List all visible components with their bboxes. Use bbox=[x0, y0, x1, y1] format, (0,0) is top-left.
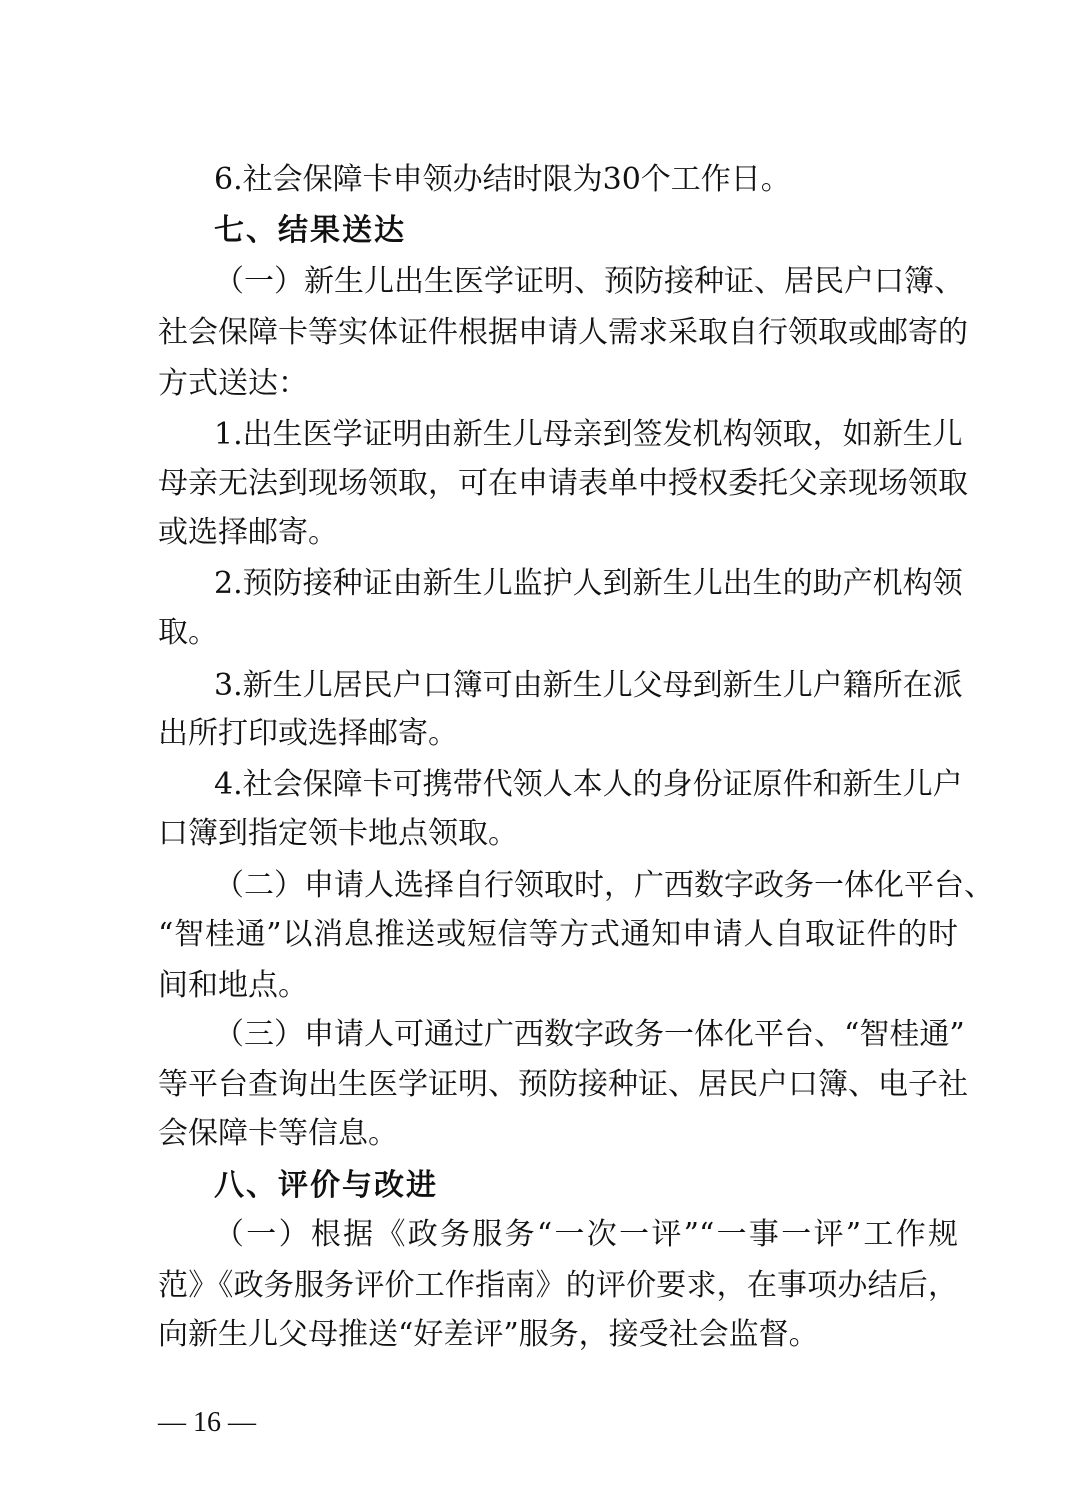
page-number: — 16 — bbox=[158, 1407, 256, 1438]
item-1-line-2: 母亲无法到现场领取，可在申请表单中授权委托父亲现场领取 bbox=[158, 466, 968, 501]
paragraph-7-3-line-2: 等平台查询出生医学证明、预防接种证、居民户口簿、电子社 bbox=[158, 1067, 968, 1102]
item-1-line-3: 或选择邮寄。 bbox=[158, 515, 338, 550]
item-4-line-1: 4.社会保障卡可携带代领人本人的身份证原件和新生儿户 bbox=[214, 767, 963, 802]
paragraph-7-2-line-1: （二）申请人选择自行领取时，广西数字政务一体化平台、 bbox=[214, 868, 994, 903]
paragraph-8-1-line-3: 向新生儿父母推送“好差评”服务，接受社会监督。 bbox=[158, 1317, 819, 1352]
paragraph-8-1-line-1: （一）根据《政务服务“一次一评”“一事一评”工作规 bbox=[214, 1217, 958, 1252]
item-4-line-2: 口簿到指定领卡地点领取。 bbox=[158, 816, 518, 851]
section-heading-8: 八、评价与改进 bbox=[214, 1168, 438, 1203]
text-line-item-6: 6.社会保障卡申领办结时限为30个工作日。 bbox=[214, 162, 791, 197]
item-2-line-2: 取。 bbox=[158, 615, 218, 650]
paragraph-8-1-line-2: 范》《政务服务评价工作指南》的评价要求，在事项办结后， bbox=[158, 1268, 958, 1303]
paragraph-7-3-line-3: 会保障卡等信息。 bbox=[158, 1116, 398, 1151]
paragraph-7-2-line-3: 间和地点。 bbox=[158, 968, 308, 1003]
item-3-line-2: 出所打印或选择邮寄。 bbox=[158, 716, 458, 751]
paragraph-7-1-line-3: 方式送达： bbox=[158, 366, 308, 401]
item-3-line-1: 3.新生儿居民户口簿可由新生儿父母到新生儿户籍所在派 bbox=[214, 668, 963, 703]
item-2-line-1: 2.预防接种证由新生儿监护人到新生儿出生的助产机构领 bbox=[214, 566, 963, 601]
paragraph-7-3-line-1: （三）申请人可通过广西数字政务一体化平台、“智桂通” bbox=[214, 1017, 965, 1052]
paragraph-7-2-line-2: “智桂通”以消息推送或短信等方式通知申请人自取证件的时 bbox=[158, 917, 958, 952]
section-heading-7: 七、结果送达 bbox=[214, 213, 406, 248]
item-1-line-1: 1.出生医学证明由新生儿母亲到签发机构领取，如新生儿 bbox=[214, 417, 963, 452]
paragraph-7-1-line-2: 社会保障卡等实体证件根据申请人需求采取自行领取或邮寄的 bbox=[158, 315, 968, 350]
paragraph-7-1-line-1: （一）新生儿出生医学证明、预防接种证、居民户口簿、 bbox=[214, 264, 964, 299]
